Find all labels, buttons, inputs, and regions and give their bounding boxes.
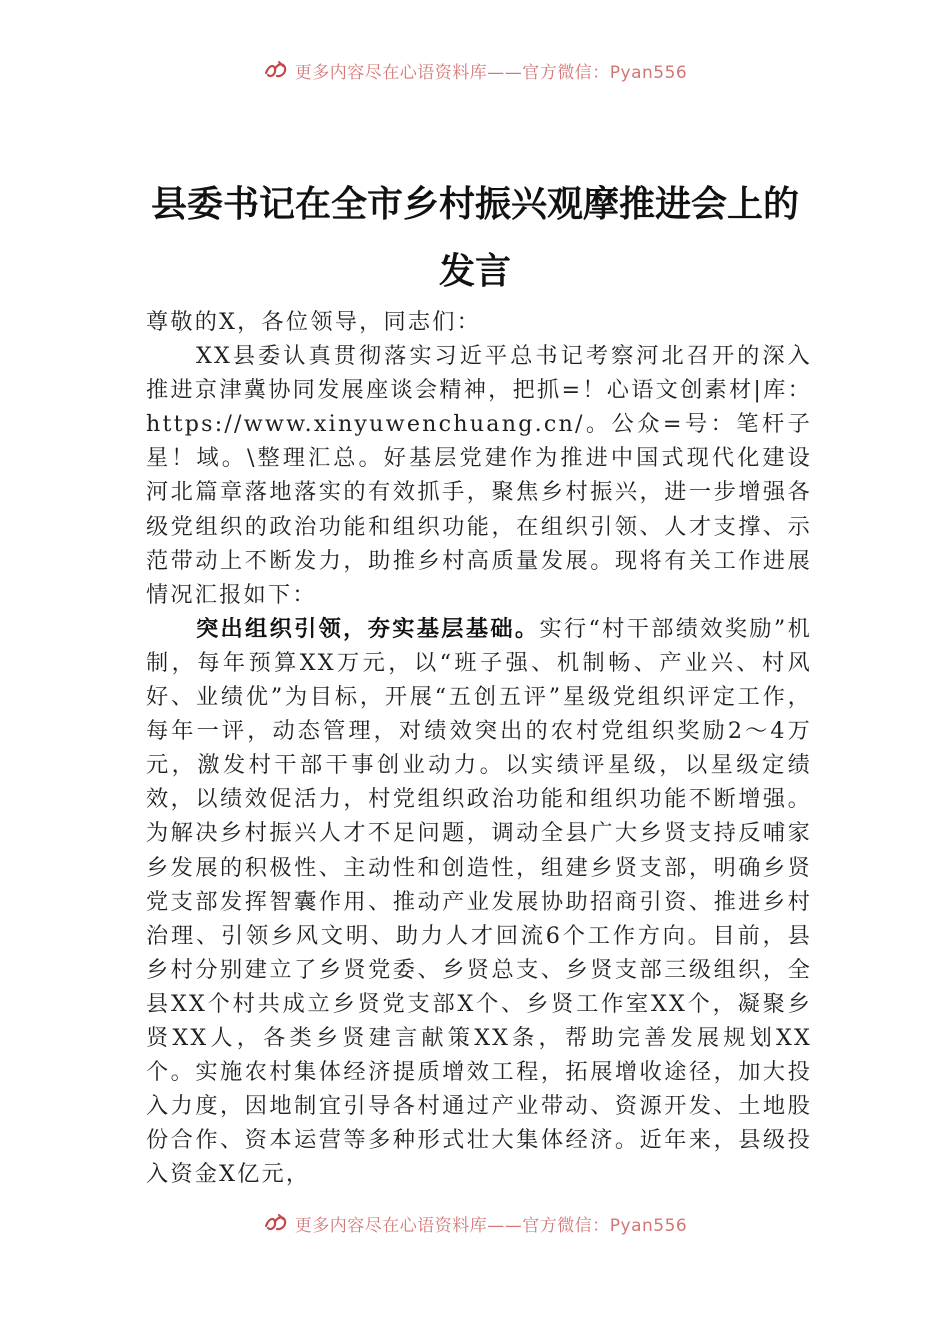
document-title-line-2: 发言: [438, 250, 511, 292]
watermark-text: 更多内容尽在心语资料库——官方微信：Pyan556: [294, 62, 688, 83]
watermark-text: 更多内容尽在心语资料库——官方微信：Pyan556: [294, 1215, 688, 1236]
header-watermark: [0, 56, 950, 84]
document-body: [146, 305, 812, 1191]
salutation: 尊敬的X，各位领导，同志们：: [146, 309, 482, 335]
footer-watermark: [0, 1209, 950, 1237]
handwriting-logo-icon: [263, 59, 289, 81]
paragraph-heading: 突出组织引领，夯实基层基础。: [196, 615, 540, 642]
paragraph-body: 实行“村干部绩效奖励”机制，每年预算XX万元，以“班子强、机制畅、产业兴、村风好、业绩优”为目标，开展“五创五评”星级党组织评定工作，每年一评，动态管理，对绩效突出的农村党组织奖励2～4万元，激发村干部干事创业动力。以实绩评星级，以星级定绩效，以绩效促活力，村党组织政治功能和组织功能不断增强。为解决乡村振兴人才不足问题，调动全县广大乡贤支持反哺家乡发展的积极性、主动性和创造性，组建乡贤支部，明确乡贤党支部发挥智囊作用、推动产业发展协助招商引资、推进乡村治理、引领乡风文明、助力人才回流6个工作方向。目前，县乡村分别建立了乡贤党委、乡贤总支、乡贤支部三级组织，全县XX个村共成立乡贤党支部X个、乡贤工作室XX个，凝聚乡贤XX人，各类乡贤建言献策XX条，帮助完善发展规划XX个。实施农村集体经济提质增效工程，拓展增收途径，加大投入力度，因地制宜引导各村通过产业带动、资源开发、土地股份合作、资本运营等多种形式壮大集体经济。近年来，县级投入资金X亿元，: [146, 615, 812, 1188]
paragraph-intro: XX县委认真贯彻落实习近平总书记考察河北召开的深入推进京津冀协同发展座谈会精神，把抓=！心语文创素材|库：https://www.xinyuwenchuang.cn/。公众=号：笔杆子星！域。\整理汇总。好基层党建作为推进中国式现代化建设河北篇章落地落实的有效抓手，聚焦乡村振兴，进一步增强各级党组织的政治功能和组织功能，在组织引领、人才支撑、示范带动上不断发力，助推乡村高质量发展。现将有关工作进展情况汇报如下：: [146, 343, 812, 608]
handwriting-logo-icon: [263, 1212, 289, 1234]
document-title-line-1: 县委书记在全市乡村振兴观摩推进会上的: [150, 183, 799, 225]
paragraph-organization: [146, 612, 812, 1192]
